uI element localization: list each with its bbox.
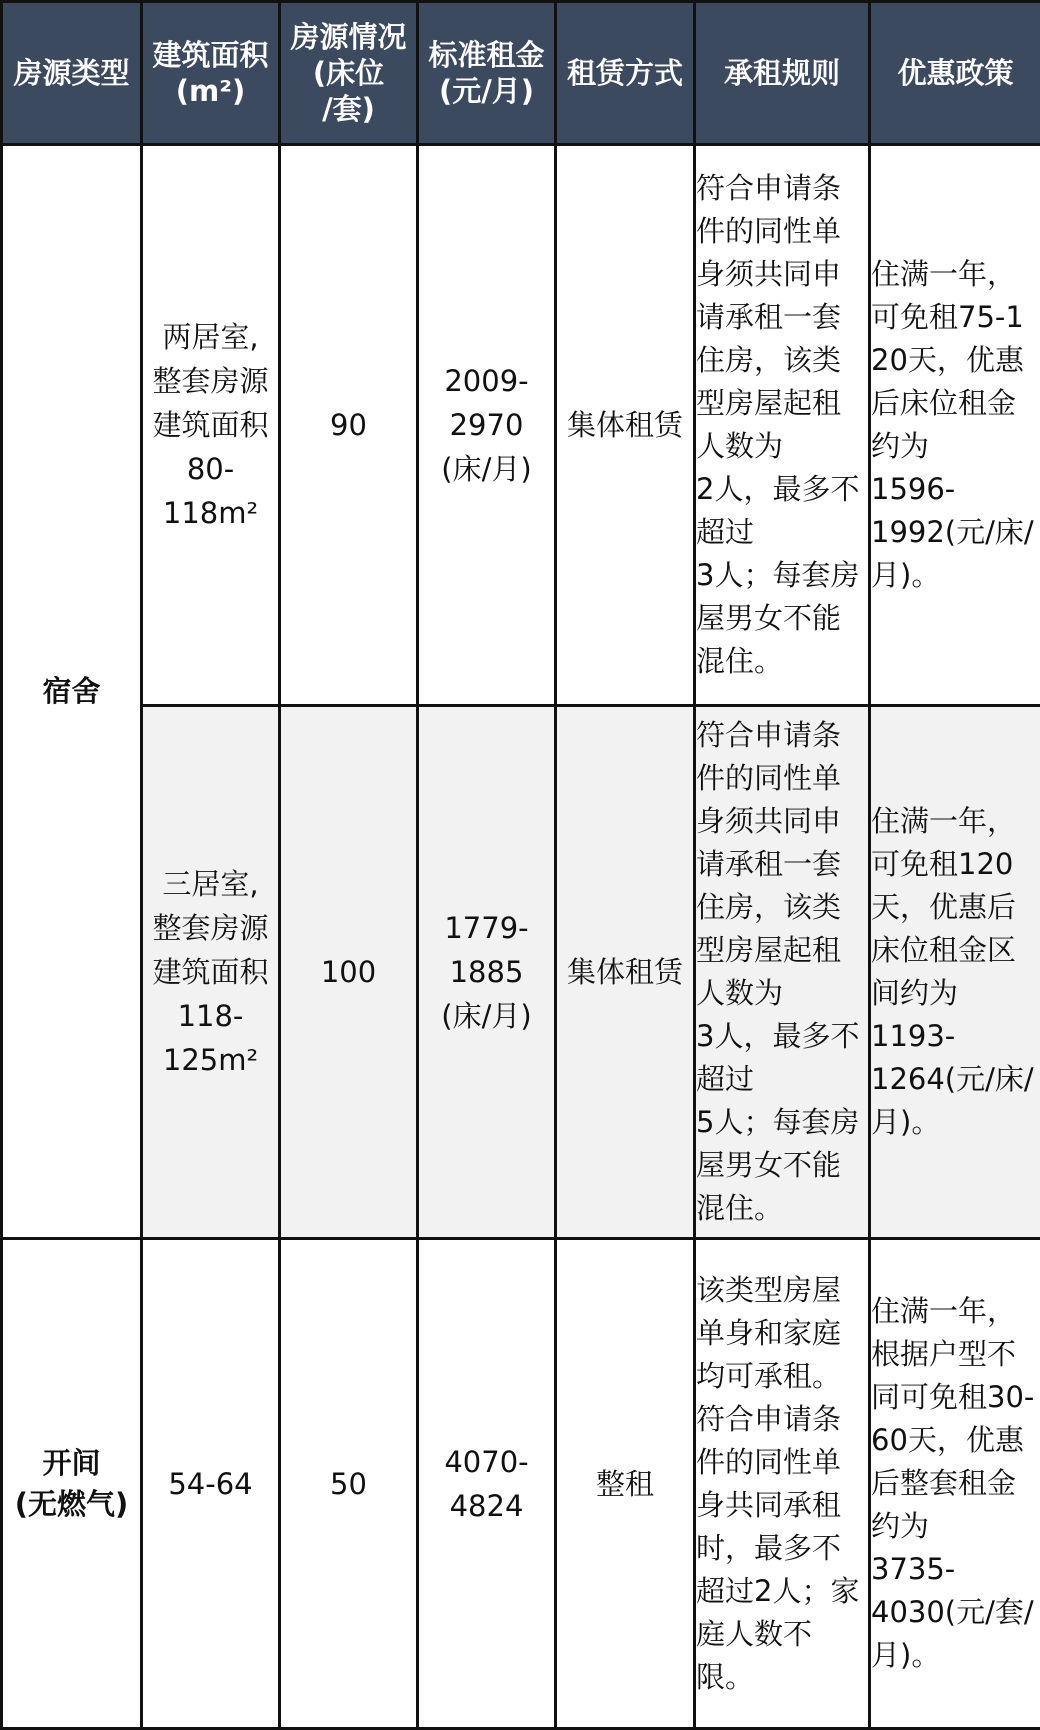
mode-cell: 整租 [556,1239,695,1729]
header-row [2,2,1040,145]
rules-cell: 符合申请条件的同性单身须共同申请承租一套住房，该类型房屋起租人数为 3人，最多不超过 5人；每套房屋男女不能混住。 [695,706,870,1239]
rent-cell: 4070- 4824 [418,1239,556,1729]
rent-cell: 2009- 2970 (床/月) [418,145,556,706]
header-discount: 优惠政策 [870,2,1040,145]
units-cell: 50 [280,1239,418,1729]
mode-cell: 集体租赁 [556,706,695,1239]
rules-cell: 符合申请条件的同性单身须共同申请承租一套住房，该类型房屋起租人数为 2人，最多不超过 3人；每套房屋男女不能混住。 [695,145,870,706]
rules-cell: 该类型房屋单身和家庭均可承租。符合申请条件的同性单身共同承租时，最多不超过2人；家庭人数不限。 [695,1239,870,1729]
area-cell: 54-64 [142,1239,280,1729]
table-row [2,145,1040,706]
area-cell: 三居室, 整套房源 建筑面积 118- 125m² [142,706,280,1239]
header-units: 房源情况 (床位 /套) [280,2,418,145]
group-label-studio: 开间 (无燃气) [2,1239,142,1729]
discount-cell: 住满一年，可免租120天，优惠后床位租金区间约为 1193- 1264(元/床/月)。 [870,706,1040,1239]
header-type: 房源类型 [2,2,142,145]
units-cell: 100 [280,706,418,1239]
header-mode: 租赁方式 [556,2,695,145]
header-area: 建筑面积 (m²) [142,2,280,145]
table-row [2,706,1040,1239]
discount-cell: 住满一年，根据户型不同可免租30-60天，优惠后整套租金约为 3735- 4030(元/套/月)。 [870,1239,1040,1729]
mode-cell: 集体租赁 [556,145,695,706]
rent-cell: 1779- 1885 (床/月) [418,706,556,1239]
group-label-dorm: 宿舍 [2,145,142,1239]
header-rules: 承租规则 [695,2,870,145]
header-rent: 标准租金 (元/月) [418,2,556,145]
discount-cell: 住满一年，可免租75-120天，优惠后床位租金约为 1596- 1992(元/床/月)。 [870,145,1040,706]
table-row [2,1239,1040,1729]
units-cell: 90 [280,145,418,706]
area-cell: 两居室, 整套房源 建筑面积 80- 118m² [142,145,280,706]
